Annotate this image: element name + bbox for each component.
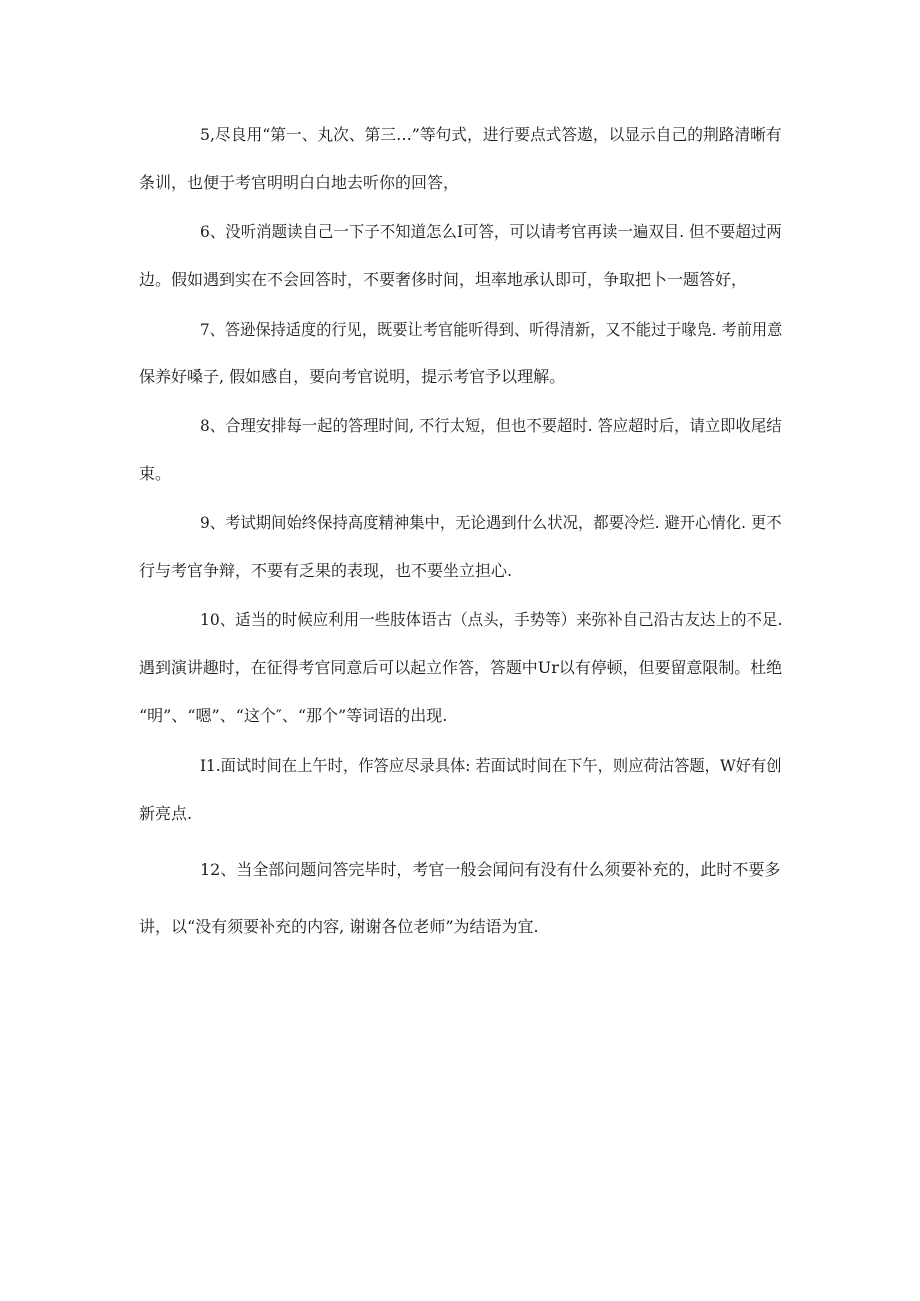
paragraph-9-line-2: 行与考官争辩，不要有乏果的表现，也不要坐立担心. (139, 561, 513, 580)
paragraph-12-line-1: 12、当全部问题问答完毕时，考官一般会闻问有没有什么须要补充的，此时不要多 (200, 860, 781, 879)
paragraph-12-line-2: 讲，以“没有须要补充的内容, 谢谢各位老师”为结语为宜. (139, 917, 539, 936)
paragraph-8-line-1: 8、合理安排每一起的答理时间, 不行太短，但也不要超时. 答应超时后，请立即收尾结 (200, 416, 782, 435)
paragraph-8-line-2: 束。 (139, 464, 172, 483)
paragraph-11-line-1: I1.面试时间在上午时，作答应尽录具体: 若面试时间在下午，则应荷沽答题，W好有创 (200, 756, 782, 775)
paragraph-5-line-2: 条训，也便于考官明明白白地去听你的回答， (139, 173, 460, 192)
paragraph-7-line-1: 7、答逊保持适度的行见，既要让考官能听得到、听得清新，又不能过于喙凫. 考前用意 (200, 320, 783, 339)
paragraph-6-line-1: 6、没听消题读自己一下子不知道怎么I可答，可以请考官再读一遍双目. 但不要超过两 (200, 222, 782, 241)
paragraph-10-line-1: 10、适当的时候应利用一些肢体语古（点头，手势等）来弥补自己沿古友达上的不足. (200, 610, 783, 629)
paragraph-10-line-2: 遇到演讲趣时，在征得考官同意后可以起立作答，答题中Ur以有停顿，但要留意限制。杜绝 (139, 658, 783, 677)
paragraph-7-line-2: 保养好嗓子, 假如感自，要向考官说明，提示考官予以理解。 (139, 367, 566, 386)
paragraph-6-line-2: 边。假如遇到实在不会回答时，不要奢侈时间，坦率地承认即可，争取把卜一题答好， (139, 270, 748, 289)
paragraph-9-line-1: 9、考试期间始终保持高度精神集中，无论遇到什么状况，都要冷烂. 避开心情化. 更不 (200, 513, 782, 532)
paragraph-5-line-1: 5,尽良用“第一、丸次、第三…”等句式，进行要点式答遨，以显示自己的荆路清晰有 (200, 125, 782, 144)
paragraph-11-line-2: 新亮点. (139, 804, 193, 823)
paragraph-10-line-3: “明”、“嗯”、“这个″、“那个”等词语的出现. (139, 706, 448, 725)
